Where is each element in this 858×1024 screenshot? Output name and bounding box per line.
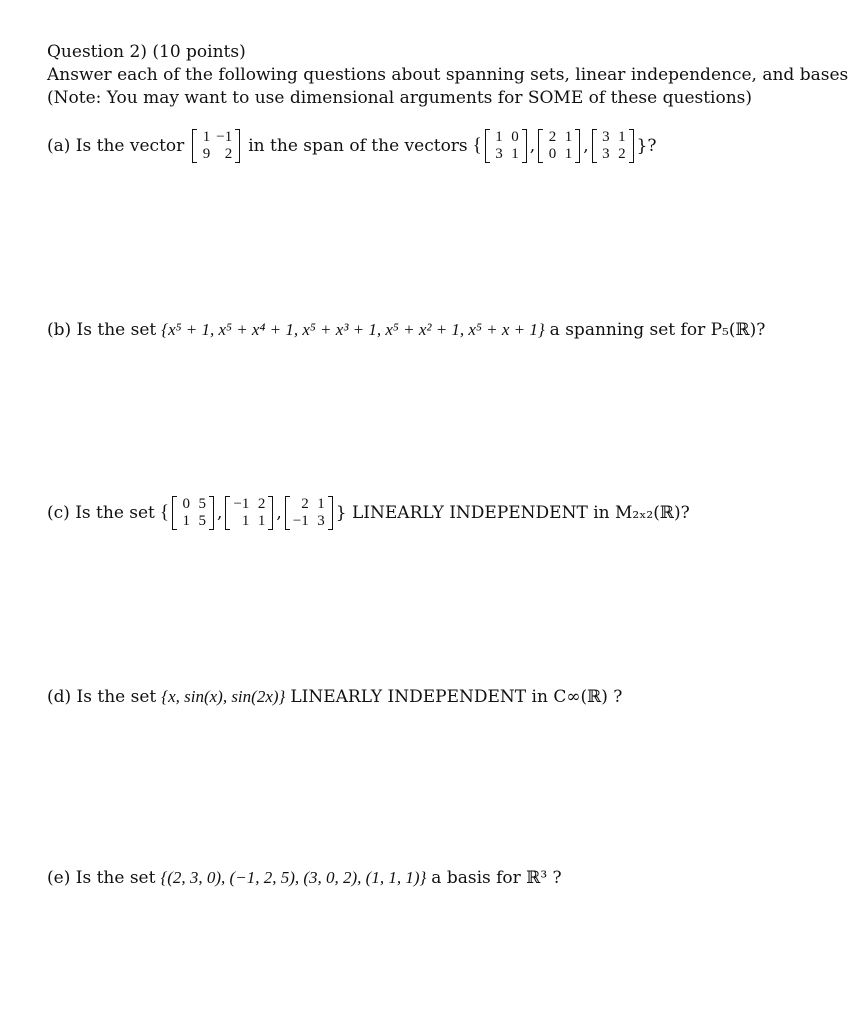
part-d-set: {x, sin(x), sin(2x)} [161, 687, 286, 706]
part-a-set-matrix-3: 3 1 3 2 [592, 129, 634, 163]
part-c-set-matrix-2: −1 2 1 1 [225, 496, 273, 530]
question-instructions: Answer each of the following questions about spanning sets, linear independence, and bases [47, 65, 849, 85]
part-c-set-matrix-3: 2 1 −1 3 [285, 496, 333, 530]
part-e [47, 868, 562, 888]
part-a-label: (a) Is the vector [47, 136, 185, 156]
part-a-set-matrix-2: 2 1 0 1 [538, 129, 580, 163]
part-c: (c) Is the set { 0 5 1 5 , −1 2 1 1 , 2 1 −1 3 } LINEARLY INDEPENDENT in M₂ₓ₂(ℝ)? [47, 496, 690, 529]
part-e-set: {(2, 3, 0), (−1, 2, 5), (3, 0, 2), (1, 1, 1)} [160, 868, 427, 887]
part-a: (a) Is the vector 1 −1 9 2 in the span of the vectors { 1 0 3 1 , 2 1 0 1 , 3 1 3 2 }? [47, 129, 657, 162]
part-a-set-matrix-1: 1 0 3 1 [485, 129, 527, 163]
part-b-set: {x⁵ + 1, x⁵ + x⁴ + 1, x⁵ + x³ + 1, x⁵ + x² + 1, x⁵ + x + 1} [161, 320, 545, 339]
part-d-label: (d) Is the set [47, 687, 157, 707]
part-e-end: a basis for ℝ³ ? [431, 868, 562, 888]
part-e-label: (e) Is the set [47, 868, 156, 888]
part-b [47, 320, 765, 340]
part-c-set-matrix-1: 0 5 1 5 [172, 496, 214, 530]
question-note: (Note: You may want to use dimensional arguments for SOME of these questions) [47, 88, 753, 108]
part-b-label: (b) Is the set [47, 320, 157, 340]
part-d-end: LINEARLY INDEPENDENT in C∞(ℝ) ? [290, 687, 623, 707]
question-title: Question 2) (10 points) [47, 42, 246, 62]
part-a-end: }? [636, 136, 657, 156]
part-a-middle-text: in the span of the vectors [248, 136, 468, 156]
part-d [47, 687, 622, 707]
part-c-label: (c) Is the set [47, 503, 155, 523]
part-b-end: a spanning set for P₅(ℝ)? [549, 320, 766, 340]
part-c-end: } LINEARLY INDEPENDENT in M₂ₓ₂(ℝ)? [335, 503, 690, 523]
part-a-vector-matrix: 1 −1 9 2 [192, 129, 240, 163]
